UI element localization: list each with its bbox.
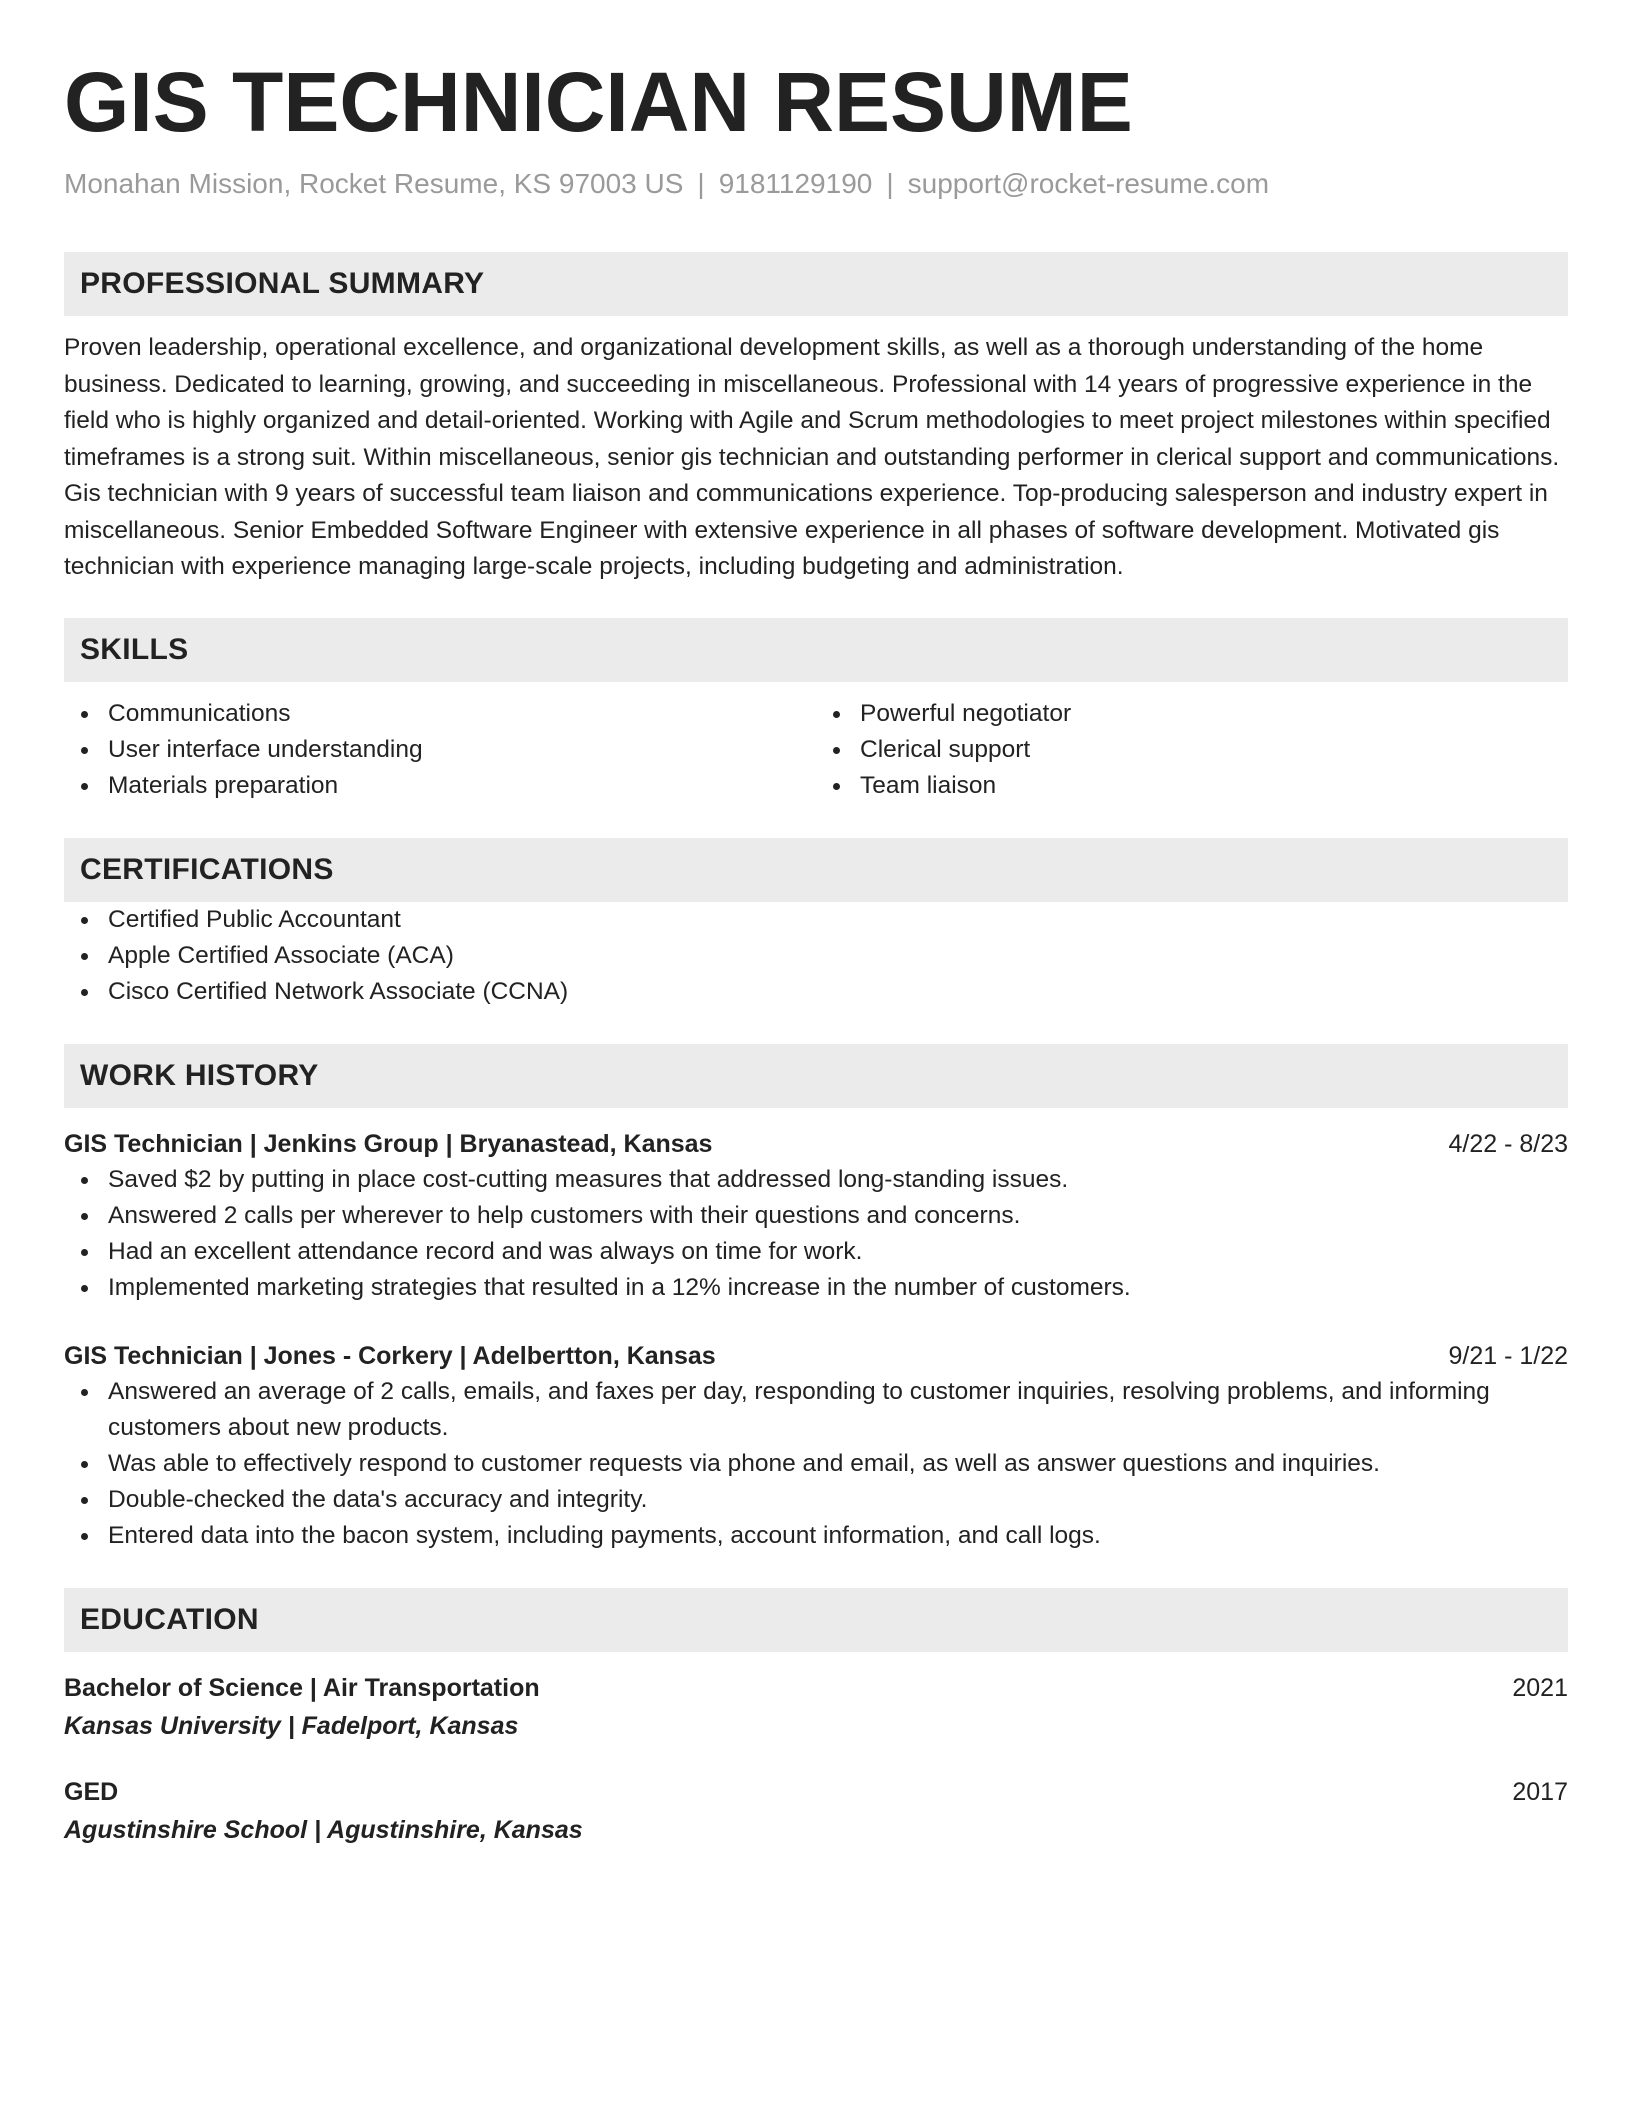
contact-line <box>64 164 1568 204</box>
job-bullet: Answered an average of 2 calls, emails, and faxes per day, responding to customer inquiries, resolving problems, and informing customers about new products. <box>64 1374 1568 1446</box>
contact-email: support@rocket-resume.com <box>907 168 1270 199</box>
bullet-icon <box>81 711 88 718</box>
skill-item: Materials preparation <box>64 768 816 804</box>
skill-item: Clerical support <box>816 732 1568 768</box>
skill-item: Communications <box>64 696 816 732</box>
job-dates: 4/22 - 8/23 <box>1448 1129 1568 1158</box>
contact-address: Monahan Mission, Rocket Resume, KS 97003 US <box>64 168 684 199</box>
job-bullet: Saved $2 by putting in place cost-cutting measures that addressed long-standing issues. <box>64 1162 1568 1198</box>
job-bullet: Answered 2 calls per wherever to help customers with their questions and concerns. <box>64 1198 1568 1234</box>
skills-grid <box>64 696 1568 804</box>
bullet-icon <box>833 747 840 754</box>
bullet-icon <box>833 783 840 790</box>
contact-separator: | <box>886 168 894 199</box>
job-dates: 9/21 - 1/22 <box>1448 1341 1568 1370</box>
job-bullets <box>64 1374 1568 1554</box>
education-degree: Bachelor of Science | Air Transportation <box>64 1673 540 1702</box>
skill-item: User interface understanding <box>64 732 816 768</box>
education-year: 2021 <box>1512 1673 1568 1702</box>
bullet-icon <box>81 1177 88 1184</box>
bullet-icon <box>81 1461 88 1468</box>
education-heading: EDUCATION <box>64 1588 1568 1652</box>
skills-column-right <box>816 696 1568 804</box>
certification-item: Cisco Certified Network Associate (CCNA) <box>64 974 1568 1010</box>
education-school: Kansas University | Fadelport, Kansas <box>64 1711 519 1740</box>
bullet-icon <box>81 989 88 996</box>
bullet-icon <box>81 783 88 790</box>
certifications-heading: CERTIFICATIONS <box>64 838 1568 902</box>
job-bullet: Was able to effectively respond to customer requests via phone and email, as well as answer questions and inquiries. <box>64 1446 1568 1482</box>
job-bullet: Entered data into the bacon system, including payments, account information, and call logs. <box>64 1518 1568 1554</box>
contact-separator: | <box>697 168 705 199</box>
bullet-icon <box>81 1213 88 1220</box>
certification-item: Apple Certified Associate (ACA) <box>64 938 1568 974</box>
education-degree: GED <box>64 1777 119 1806</box>
certifications-list <box>64 902 1568 1010</box>
job-bullet: Double-checked the data's accuracy and integrity. <box>64 1482 1568 1518</box>
bullet-icon <box>81 1497 88 1504</box>
education-header <box>64 1670 1568 1706</box>
bullet-icon <box>81 747 88 754</box>
bullet-icon <box>81 953 88 960</box>
job-header <box>64 1126 1568 1162</box>
job-bullet: Implemented marketing strategies that resulted in a 12% increase in the number of customers. <box>64 1270 1568 1306</box>
job-title: GIS Technician | Jones - Corkery | Adelbertton, Kansas <box>64 1341 716 1370</box>
summary-text: Proven leadership, operational excellence, and organizational development skills, as well as a thorough understanding of the home business. Dedicated to learning, growing, and succeeding in miscellaneous. Professional with 14 years of progressive experience in the field who is highly organized and detail-oriented. Working with Agile and Scrum methodologies to meet project milestones within specified timeframes is a strong suit. Within miscellaneous, senior gis technician and outstanding performer in clerical support and communications. Gis technician with 9 years of successful team liaison and communications experience. Top-producing salesperson and industry expert in miscellaneous. Senior Embedded Software Engineer with extensive experience in all phases of software development. Motivated gis technician with experience managing large-scale projects, including budgeting and administration. <box>64 334 1560 580</box>
skills-heading: SKILLS <box>64 618 1568 682</box>
education-school: Agustinshire School | Agustinshire, Kansas <box>64 1815 583 1844</box>
bullet-icon <box>81 1249 88 1256</box>
work-history-heading: WORK HISTORY <box>64 1044 1568 1108</box>
resume-title: GIS TECHNICIAN RESUME <box>64 55 1133 149</box>
bullet-icon <box>81 1533 88 1540</box>
skills-column-left <box>64 696 816 804</box>
certification-item: Certified Public Accountant <box>64 902 1568 938</box>
bullet-icon <box>833 711 840 718</box>
job-title: GIS Technician | Jenkins Group | Bryanastead, Kansas <box>64 1129 713 1158</box>
job-bullet: Had an excellent attendance record and was always on time for work. <box>64 1234 1568 1270</box>
job-bullets <box>64 1162 1568 1306</box>
summary-heading: PROFESSIONAL SUMMARY <box>64 252 1568 316</box>
education-header <box>64 1774 1568 1810</box>
bullet-icon <box>81 917 88 924</box>
bullet-icon <box>81 1389 88 1396</box>
skill-item: Powerful negotiator <box>816 696 1568 732</box>
job-header <box>64 1338 1568 1374</box>
contact-phone: 9181129190 <box>718 168 873 199</box>
bullet-icon <box>81 1285 88 1292</box>
education-year: 2017 <box>1512 1777 1568 1806</box>
skill-item: Team liaison <box>816 768 1568 804</box>
